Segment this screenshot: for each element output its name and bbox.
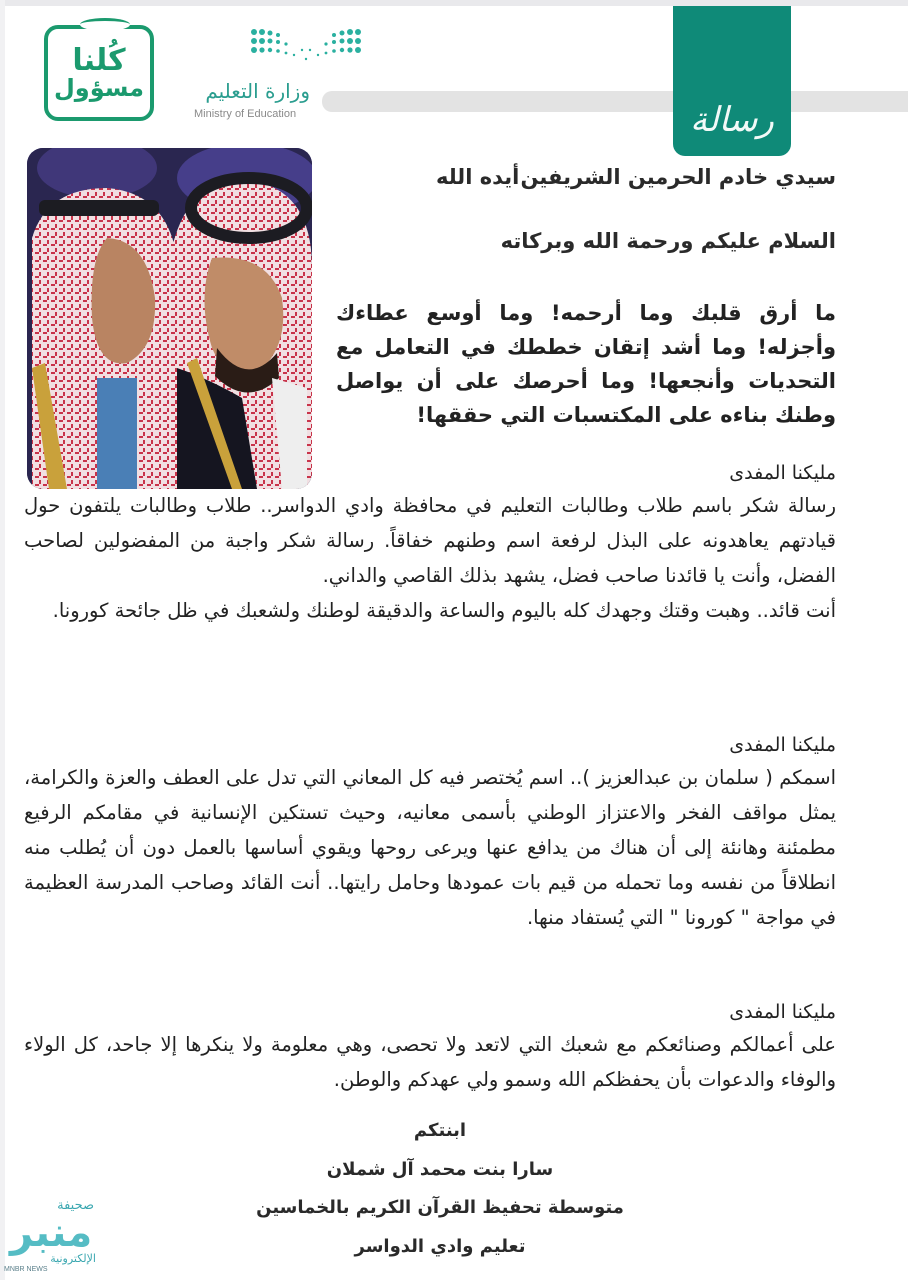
section-heading: مليكنا المفدى xyxy=(729,734,836,756)
section-paragraph: على أعمالكم وصنائعكم مع شعبك التي لاتعد ولا تحصى، وهي معلومة ولا ينكرها إلا جاحد، كل الولاء والوفاء والدعوات بأن يحفظكم الله وسمو ولي عهدكم والوطن. xyxy=(24,1033,836,1091)
ministry-of-education-logo xyxy=(190,22,370,127)
section-paragraph: اسمكم ( سلمان بن عبدالعزيز ).. اسم يُختصر فيه كل المعاني التي تدل على العطف والعزة والكرامة، يمثل مواقف الفخر والاعتزاز الوطني بأسمى معانيه، وحيث تستكين الإنسانية في مقامكم الرفيع مطمئنة وهانئة إلى أن هناك من يدافع عنها ويرعى روحها ويقوي أساسها بالعمل دون أن يُطلب منه انطلاقاً من نفسه وما تحمله من قيم بات عمودها وحامل رايتها.. أنت القائد وصاحب المدرسة العظيمة في مواجة " كورونا " التي يُستفاد منها. xyxy=(24,766,836,929)
kulluna-masoul-logo xyxy=(44,25,154,121)
leaders-photo-illustration xyxy=(27,148,312,489)
kulluna-logo-swirl xyxy=(80,18,130,31)
letter-section xyxy=(24,997,836,1097)
kulluna-logo-line1: كُلنا xyxy=(72,42,126,78)
letter-tab-badge xyxy=(673,6,791,156)
ministry-arabic-name: وزارة التعليم xyxy=(205,79,310,103)
letter-blessing: أيده الله xyxy=(436,165,520,189)
watermark-latin-text: MNBR NEWS xyxy=(4,1266,48,1273)
section-heading: مليكنا المفدى xyxy=(729,1001,836,1023)
letter-opening-paragraph: ما أرق قلبك وما أرحمه! وما أوسع عطاءك وأجزله! وما أشد إتقان خططك في التعامل مع التحديات وأنجعها! وما أحرصك على أن يواصل وطنك بناءه على المكتسبات التي حققها! xyxy=(336,301,836,427)
section-paragraph: رسالة شكر باسم طلاب وطالبات التعليم في محافظة وادي الدواسر.. طلاب وطالبات يلتفون حول قيادتهم يعاهدونه على البذل لرفعة اسم وطنهم خفاقاً. رسالة شكر واجبة من المفضولين لصاحب الفضل، وأنت يا قائدنا صاحب فضل، يشهد بذلك القاصي والداني. xyxy=(24,494,836,587)
watermark-top-text: صحيفة xyxy=(57,1198,94,1213)
signature-name: سارا بنت محمد آل شملان xyxy=(326,1158,554,1180)
watermark-main-text: منبر xyxy=(10,1210,93,1256)
signature-closing: ابنتكم xyxy=(413,1120,467,1141)
watermark-bottom-text: الإلكترونية xyxy=(50,1252,96,1265)
letter-salutation: السلام عليكم ورحمة الله وبركاته xyxy=(500,229,836,253)
letter-section xyxy=(24,730,836,935)
letter-signature xyxy=(220,1112,660,1266)
header-divider-bar xyxy=(322,91,908,112)
section-paragraph: أنت قائد.. وهبت وقتك وجهدك كله باليوم والساعة والدقيقة لوطنك ولشعبك في ظل جائحة كورونا. xyxy=(52,599,836,622)
mnbr-news-watermark xyxy=(4,1196,100,1278)
signature-school: متوسطة تحفيظ القرآن الكريم بالخماسين xyxy=(256,1197,624,1218)
ministry-dots-icon xyxy=(250,26,362,68)
section-heading: مليكنا المفدى xyxy=(729,462,836,484)
leaders-photo xyxy=(27,148,312,489)
letter-addressee: سيدي خادم الحرمين الشريفين xyxy=(520,165,836,189)
page-left-edge xyxy=(0,0,5,1280)
ministry-english-name: Ministry of Education xyxy=(194,108,297,120)
letter-tab-title: رسالة xyxy=(690,100,774,140)
kulluna-logo-line2: مسؤول xyxy=(53,74,145,103)
letter-section xyxy=(24,458,836,628)
signature-department: تعليم وادي الدواسر xyxy=(354,1235,526,1257)
